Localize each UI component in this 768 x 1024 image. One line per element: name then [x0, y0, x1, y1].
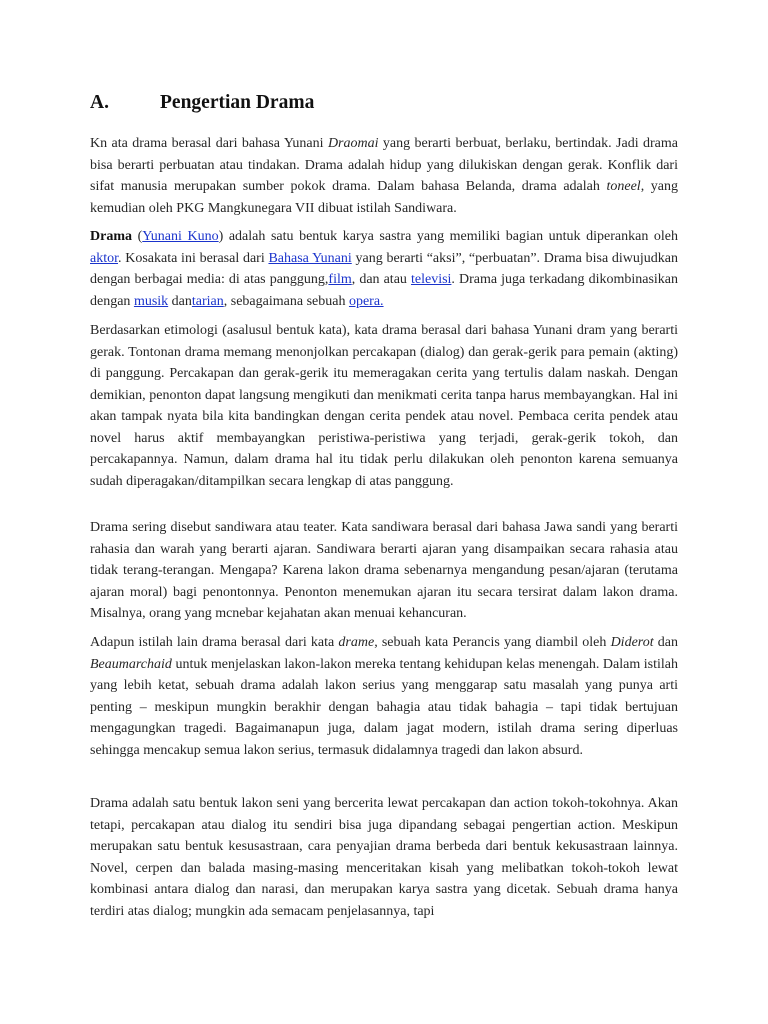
- paragraph-3: Berdasarkan etimologi (asalusul bentuk kata), kata drama berasal dari bahasa Yunani dram yang berarti gerak. Tontonan drama memang menonjolkan percakapan (dialog) dan gerak-gerik para pemain (akting) di panggung. Percakapan dan gerak-gerik itu memeragakan cerita yang tertulis dalam naskah. Dengan demikian, penonton dapat langsung mengikuti dan menikmati cerita tanpa harus membayangkan. Hal ini akan tampak nyata bila kita bandingkan dengan cerita pendek atau novel. Pembaca cerita pendek atau novel harus aktif membayangkan peristiwa-peristiwa yang terjadi, gerak-gerik tokoh, dan percakapannya. Namun, dalam drama hal itu tidak perlu dilakukan oleh penonton karena semuanya sudah diperagakan/ditampilkan secara lengkap di atas panggung.: [90, 323, 678, 489]
- link-yunani-kuno[interactable]: Yunani Kuno: [142, 229, 219, 244]
- text-run: untuk menjelaskan lakon-lakon mereka tentang kehidupan kelas menengah. Dalam istilah yang lebih ketat, sebuah drama adalah lakon serius yang menggarap satu masalah yang punya arti penting – meskipun mungkin berakhir dengan bahagia atau tidak bahagia – tapi tidak bertujuan mengagungkan tragedi. Bagaimanapun juga, dalam jagat modern, istilah drama sering diperluas sehingga mencakup semua lakon serius, termasuk didalamnya tragedi dan lakon absurd.: [90, 656, 678, 758]
- italic-term: drame: [338, 635, 375, 650]
- text-run: . Drama juga terkadang dikombinasikan dengan: [90, 272, 678, 309]
- text-run: , dan atau: [351, 272, 411, 287]
- bold-term: Drama: [90, 229, 132, 244]
- text-run: ) adalah satu bentuk karya sastra yang memiliki bagian untuk diperankan oleh: [218, 229, 678, 244]
- italic-term: Beaumarchaid: [90, 656, 172, 672]
- text-run: , yang kemudian oleh PKG Mangkunegara VII dibuat istilah Sandiwara.: [90, 179, 678, 216]
- paragraph-6: Drama adalah satu bentuk lakon seni yang bercerita lewat percakapan dan action tokoh-tokohnya. Akan tetapi, percakapan atau dialog itu sendiri bisa juga dipandang sebagai pengertian action. Meskipun merupakan satu bentuk kesusastraan, cara penyajian drama berbeda dari bentuk kekusastraan lainnya. Novel, cerpen dan balada masing-masing menceritakan kisah yang melibatkan tokoh-tokoh lewat kombinasi antara dialog dan narasi, dan merupakan karya sastra yang dicetak. Sebuah drama hanya terdiri atas dialog; mungkin ada semacam penjelasannya, tapi: [90, 796, 678, 919]
- italic-term: Diderot: [610, 635, 654, 650]
- italic-term: Draomai: [327, 136, 379, 151]
- paragraph-2: [90, 226, 678, 312]
- link-televisi[interactable]: televisi: [410, 272, 452, 287]
- text-run: , sebuah kata Perancis yang diambil oleh: [374, 635, 611, 650]
- section-heading: [90, 92, 314, 114]
- italic-term: toneel: [606, 179, 641, 194]
- text-run: yang berarti berbuat, berlaku, bertindak. Jadi drama bisa berarti perbuatan atau tindakan. Drama adalah hidup yang dilukiskan dengan gerak. Konflik dari sifat manusia merupakan sumber pokok drama. Dalam bahasa Belanda, drama adalah: [90, 136, 678, 194]
- text-run: dan: [653, 635, 678, 650]
- text-run: yang berarti “aksi”, “perbuatan”. Drama bisa diwujudkan dengan berbagai media: di atas panggung,: [90, 250, 678, 287]
- section-number: A.: [90, 92, 109, 113]
- link-bahasa-yunani[interactable]: Bahasa Yunani: [268, 250, 352, 266]
- text-run: dan: [168, 293, 192, 309]
- link-opera[interactable]: opera.: [348, 293, 384, 309]
- text-run: , sebagaimana sebuah: [223, 293, 349, 309]
- link-film[interactable]: film: [328, 272, 352, 287]
- link-tarian[interactable]: tarian: [191, 293, 224, 309]
- paragraph-4: Drama sering disebut sandiwara atau teater. Kata sandiwara berasal dari bahasa Jawa sandi yang berarti rahasia dan warah yang berarti ajaran. Sandiwara berarti ajaran yang disampaikan secara rahasia atau tidak terang-terangan. Mengapa? Karena lakon drama sebenarnya mengandung pesan/ajaran (terutama ajaran moral) bagi penontonnya. Penonton menemukan ajaran itu secara tersirat dalam lakon drama. Misalnya, orang yang mcnebar kejahatan akan menuai kehancuran.: [90, 520, 678, 621]
- text-run: Adapun istilah lain drama berasal dari kata: [90, 635, 339, 650]
- link-musik[interactable]: musik: [133, 293, 169, 309]
- section-title: Pengertian Drama: [160, 92, 315, 113]
- text-run: Kn ata drama berasal dari bahasa Yunani: [90, 136, 328, 151]
- paragraph-1: [90, 133, 678, 219]
- link-aktor[interactable]: aktor: [90, 250, 118, 266]
- text-run: . Kosakata ini berasal dari: [118, 250, 269, 266]
- text-run: (: [132, 229, 143, 244]
- paragraph-5: [90, 632, 678, 761]
